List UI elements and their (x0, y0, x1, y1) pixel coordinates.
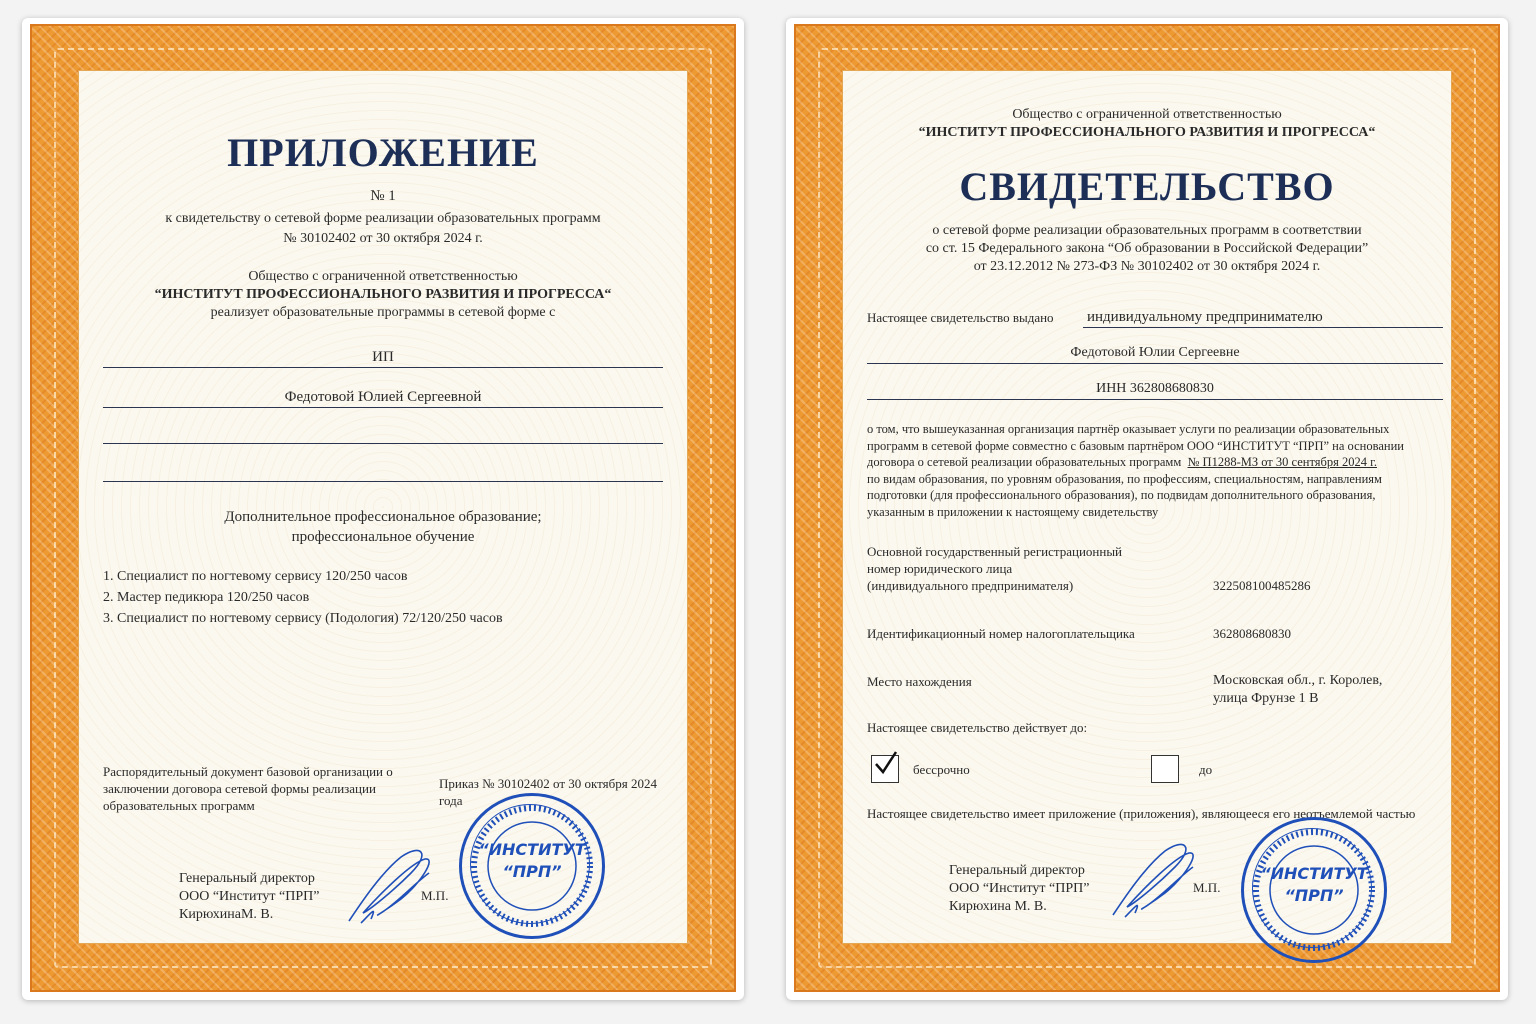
certificate-content (842, 70, 1452, 944)
cert-sub-3: от 23.12.2012 № 273-ФЗ № 30102402 от 30 октября 2024 г. (973, 259, 1321, 274)
director-org: ООО “Институт “ПРП” (179, 889, 320, 904)
org-line-3: реализует образовательные программы в сетевой форме с (210, 305, 556, 320)
mp-label: М.П. (421, 888, 449, 903)
director-name: Кирюхина М. В. (949, 899, 1047, 914)
cert-org-line-1: Общество с ограниченной ответственностью (1012, 107, 1282, 122)
place-value-1: Московская обл., г. Королев, (1213, 673, 1383, 688)
seal-text-1: “ИНСТИТУТ (1260, 864, 1368, 883)
body-line-3-text: договора о сетевой реализации образовательных программ (867, 455, 1182, 469)
body-line-6: указанным в приложении к настоящему свидетельству (867, 504, 1159, 519)
option-until: до (1199, 762, 1213, 777)
issued-label: Настоящее свидетельство выдано (867, 310, 1054, 325)
body-line-4: по видам образования, по уровням образования, по профессиям, специальностям, направлениям (867, 471, 1382, 486)
issued-value: индивидуальному предпринимателю (1087, 309, 1323, 325)
valid-label: Настоящее свидетельство действует до: (867, 720, 1088, 735)
appendix-subtitle-2: № 30102402 от 30 октября 2024 г. (283, 231, 483, 246)
appendix-content (78, 70, 688, 944)
ogrn-value: 322508100485286 (1213, 578, 1311, 593)
field-line (1083, 327, 1443, 328)
until-checkbox[interactable] (1151, 755, 1179, 783)
program-item-3: 3. Специалист по ногтевому сервису (Подология) 72/120/250 часов (103, 611, 503, 626)
ogrn-label-3: (индивидуального предпринимателя) (867, 578, 1074, 593)
field-line (103, 407, 663, 408)
director-title: Генеральный директор (949, 863, 1085, 878)
program-item-2: 2. Мастер педикюра 120/250 часов (103, 590, 310, 605)
appendix-note: Настоящее свидетельство имеет приложение (приложения), являющееся его неотъемлемой частью (867, 806, 1416, 821)
order-doc-value: Приказ № 30102402 от 30 октября 2024 года (439, 776, 658, 808)
org-line-1: Общество с ограниченной ответственностью (248, 269, 518, 284)
inn-value: 362808680830 (1213, 626, 1291, 641)
field-line (103, 443, 663, 444)
field-ip: ИП (372, 349, 394, 365)
place-value-2: улица Фрунзе 1 В (1213, 691, 1319, 706)
company-seal (1241, 817, 1387, 963)
director-name: КирюхинаМ. В. (179, 907, 274, 922)
recipient-name: Федотовой Юлии Сергеевне (1070, 345, 1240, 360)
company-seal (459, 793, 605, 939)
signature-icon (1105, 837, 1205, 927)
appendix-title: ПРИЛОЖЕНИЕ (227, 130, 539, 175)
director-title: Генеральный директор (179, 871, 315, 886)
appendix-subtitle-1: к свидетельству о сетевой форме реализации образовательных программ (165, 211, 601, 226)
certificate-body (867, 421, 1443, 520)
decorative-border (794, 24, 1500, 992)
cert-sub-2: со ст. 15 Федерального закона “Об образовании в Российской Федерации” (925, 241, 1369, 256)
field-name: Федотовой Юлией Сергеевной (284, 389, 482, 405)
program-type-2: профессиональное обучение (291, 529, 475, 545)
seal-text-2: “ПРП” (502, 862, 562, 881)
ogrn-label-2: номер юридического лица (867, 561, 1013, 576)
field-line (867, 363, 1443, 364)
body-line-2: программ в сетевой форме совместно с базовым партнёром ООО “ИНСТИТУТ “ПРП” на основании (867, 438, 1404, 453)
order-doc-label: Распорядительный документ базовой организации о заключении договора сетевой формы реализации образовательных программ (103, 764, 393, 813)
certificate-title: СВИДЕТЕЛЬСТВО (959, 164, 1335, 209)
recipient-inn: ИНН 362808680830 (1096, 381, 1214, 396)
place-label: Место нахождения (867, 674, 972, 689)
decorative-border (30, 24, 736, 992)
contract-number: № П1288-МЗ от 30 сентября 2024 г. (1187, 455, 1377, 469)
certificate-sheet (786, 18, 1508, 1000)
appendix-sheet (22, 18, 744, 1000)
org-name: “ИНСТИТУТ ПРОФЕССИОНАЛЬНОГО РАЗВИТИЯ И ПРОГРЕССА“ (154, 287, 612, 302)
indefinite-checkbox[interactable] (871, 755, 899, 783)
seal-text-2: “ПРП” (1284, 886, 1344, 905)
option-indefinite: бессрочно (913, 762, 970, 777)
inn-label: Идентификационный номер налогоплательщика (867, 626, 1135, 641)
body-line-5: подготовки (для профессионального образования), по подвидам дополнительного образования, (867, 488, 1376, 502)
body-line-1: о том, что вышеуказанная организация партнёр оказывает услуги по реализации образовательных (867, 422, 1390, 436)
cert-sub-1: о сетевой форме реализации образовательных программ в соответствии (932, 223, 1362, 238)
field-line (867, 399, 1443, 400)
director-org: ООО “Институт “ПРП” (949, 881, 1090, 896)
seal-text-1: “ИНСТИТУТ (478, 840, 586, 859)
checkmark-icon (872, 750, 898, 776)
mp-label: М.П. (1193, 880, 1221, 895)
cert-org-name: “ИНСТИТУТ ПРОФЕССИОНАЛЬНОГО РАЗВИТИЯ И ПРОГРЕССА“ (918, 125, 1376, 140)
field-line (103, 367, 663, 368)
program-type-1: Дополнительное профессиональное образование; (224, 509, 542, 525)
program-item-1: 1. Специалист по ногтевому сервису 120/250 часов (103, 569, 408, 584)
field-line (103, 481, 663, 482)
appendix-number: № 1 (370, 188, 396, 204)
body-line-3 (867, 454, 1443, 471)
ogrn-label-1: Основной государственный регистрационный (867, 544, 1123, 559)
